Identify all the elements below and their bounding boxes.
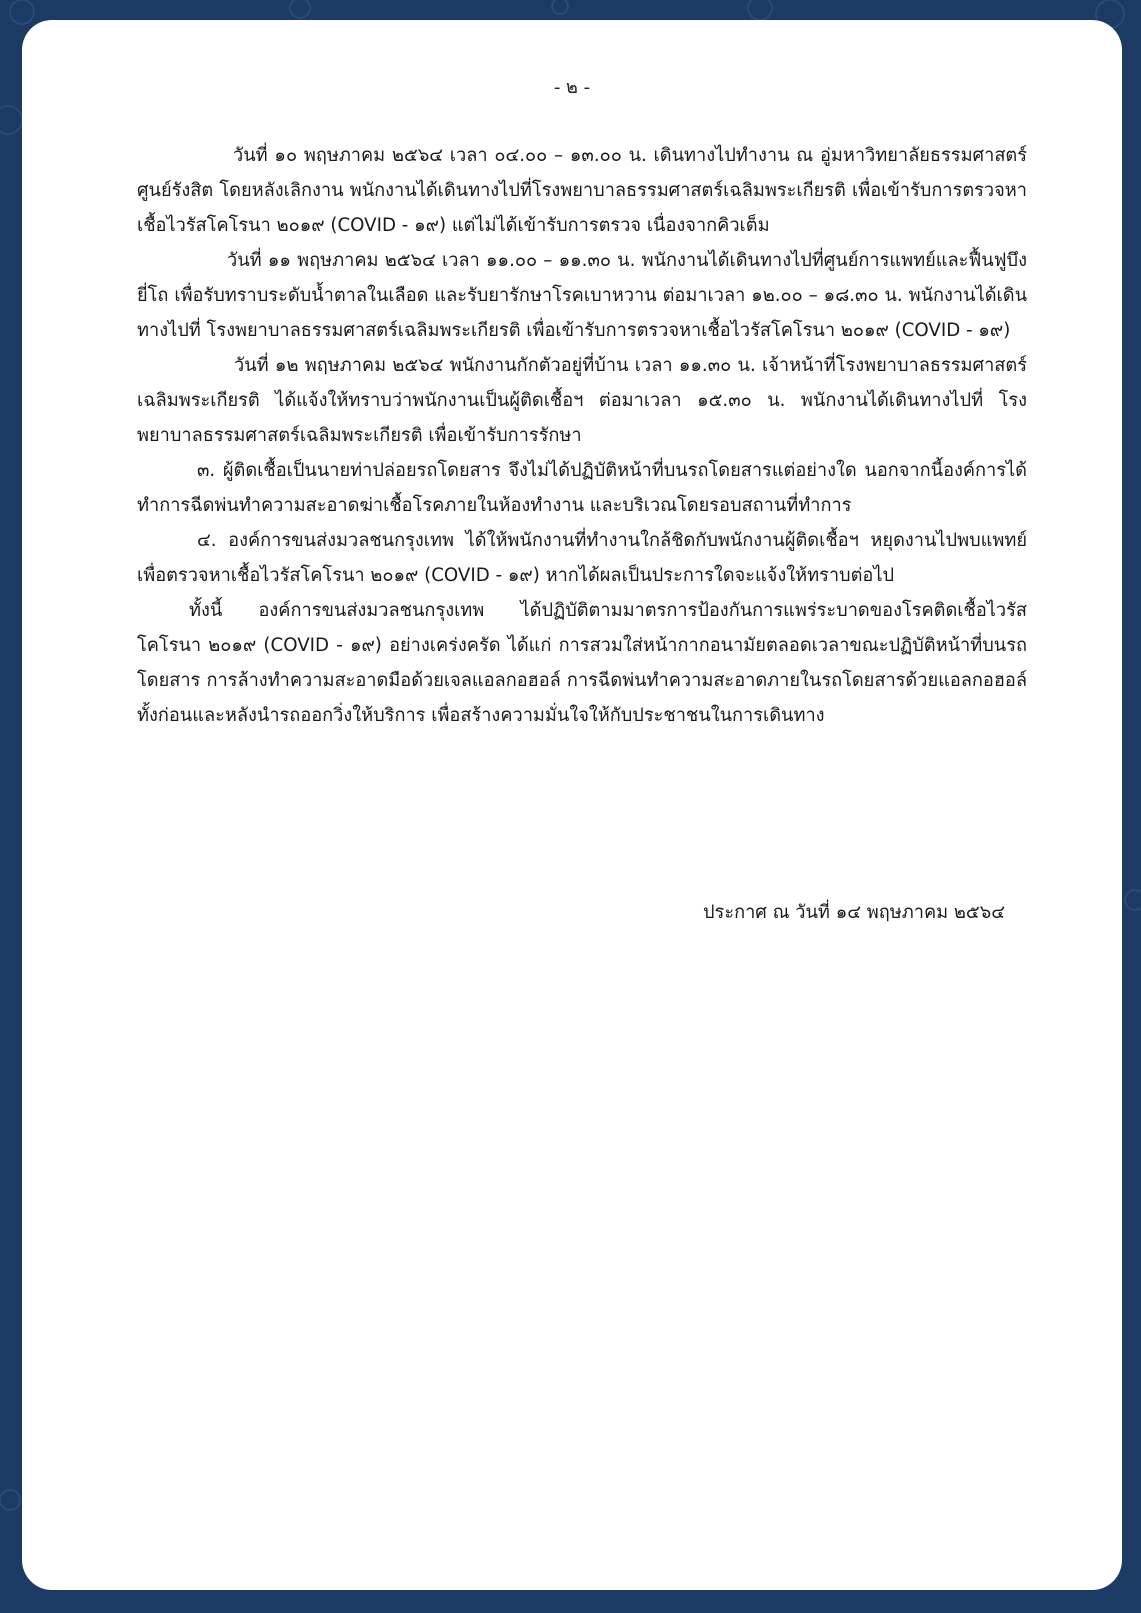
document-page (22, 20, 1122, 1590)
paragraph-may-12: วันที่ ๑๒ พฤษภาคม ๒๕๖๔ พนักงานกักตัวอยู่ที่บ้าน เวลา ๑๑.๓๐ น. เจ้าหน้าที่โรงพยาบาลธรรมศาสตร์เฉลิมพระเกียรติ ได้แจ้งให้ทราบว่าพนักงานเป็นผู้ติดเชื้อฯ ต่อมาเวลา ๑๕.๓๐ น. พนักงานได้เดินทางไปที่ โรงพยาบาลธรรมศาสตร์เฉลิมพระเกียรติ เพื่อเข้ารับการรักษา (137, 355, 1027, 446)
paragraph-item-4: ๔. องค์การขนส่งมวลชนกรุงเทพ ได้ให้พนักงานที่ทำงานใกล้ชิดกับพนักงานผู้ติดเชื้อฯ หยุดงานไปพบแพทย์ เพื่อตรวจหาเชื้อไวรัสโคโรนา ๒๐๑๙ (COVID - ๑๙) หากได้ผลเป็นประการใดจะแจ้งให้ทราบต่อไป (137, 530, 1027, 586)
paragraph-may-10: วันที่ ๑๐ พฤษภาคม ๒๕๖๔ เวลา ๐๔.๐๐ – ๑๓.๐๐ น. เดินทางไปทำงาน ณ อู่มหาวิทยาลัยธรรมศาสตร์ ศูนย์รังสิต โดยหลังเลิกงาน พนักงานได้เดินทางไปที่โรงพยาบาลธรรมศาสตร์เฉลิมพระเกียรติ เพื่อเข้ารับการตรวจหาเชื้อไวรัสโคโรนา ๒๐๑๙ (COVID - ๑๙) แต่ไม่ได้เข้ารับการตรวจ เนื่องจากคิวเต็ม (137, 145, 1027, 236)
paragraph-item-3: ๓. ผู้ติดเชื้อเป็นนายท่าปล่อยรถโดยสาร จึงไม่ได้ปฏิบัติหน้าที่บนรถโดยสารแต่อย่างใด นอกจากนี้องค์การได้ทำการฉีดพ่นทำความสะอาดฆ่าเชื้อโรคภายในห้องทำงาน และบริเวณโดยรอบสถานที่ทำการ (137, 460, 1027, 516)
document-body (137, 138, 1027, 733)
announcement-date: ประกาศ ณ วันที่ ๑๔ พฤษภาคม ๒๕๖๔ (703, 902, 1005, 923)
paragraph-measures: ทั้งนี้ องค์การขนส่งมวลชนกรุงเทพ ได้ปฏิบัติตามมาตรการป้องกันการแพร่ระบาดของโรคติดเชื้อไวรัสโคโรนา ๒๐๑๙ (COVID - ๑๙) อย่างเคร่งครัด ได้แก่ การสวมใส่หน้ากากอนามัยตลอดเวลาขณะปฏิบัติหน้าที่บนรถโดยสาร การล้างทำความสะอาดมือด้วยเจลแอลกอฮอล์ การฉีดพ่นทำความสะอาดภายในรถโดยสารด้วยแอลกอฮอล์ ทั้งก่อนและหลังนำรถออกวิ่งให้บริการ เพื่อสร้างความมั่นใจให้กับประชาชนในการเดินทาง (137, 600, 1027, 726)
page-number: - ๒ - (553, 77, 591, 98)
paragraph-may-11: วันที่ ๑๑ พฤษภาคม ๒๕๖๔ เวลา ๑๑.๐๐ – ๑๑.๓๐ น. พนักงานได้เดินทางไปที่ศูนย์การแพทย์และฟื้นฟูบึงยี่โถ เพื่อรับทราบระดับน้ำตาลในเลือด และรับยารักษาโรคเบาหวาน ต่อมาเวลา ๑๒.๐๐ – ๑๘.๓๐ น. พนักงานได้เดินทางไปที่ โรงพยาบาลธรรมศาสตร์เฉลิมพระเกียรติ เพื่อเข้ารับการตรวจหาเชื้อไวรัสโคโรนา ๒๐๑๙ (COVID - ๑๙) (137, 250, 1027, 341)
